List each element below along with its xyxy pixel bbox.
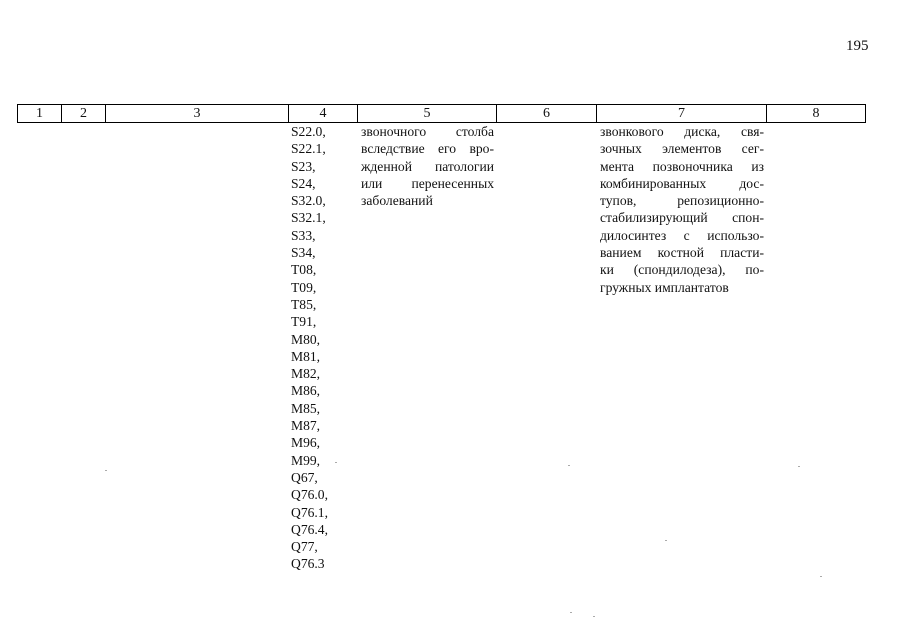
diagnosis-code: S22.1, bbox=[291, 141, 326, 157]
diagnosis-code: M80, bbox=[291, 331, 321, 347]
description-line: жденной патологии bbox=[361, 158, 494, 174]
scan-speck bbox=[335, 462, 337, 463]
scan-speck bbox=[570, 612, 572, 613]
diagnosis-description-column bbox=[361, 123, 494, 209]
description-line: звоночного столба bbox=[361, 124, 494, 139]
scan-speck bbox=[820, 576, 822, 577]
diagnosis-code: Q77, bbox=[291, 539, 318, 555]
method-line: комбинированных дос- bbox=[600, 175, 764, 191]
scan-speck bbox=[105, 470, 107, 471]
diagnosis-code: S24, bbox=[291, 175, 316, 191]
column-header-6: 6 bbox=[543, 106, 550, 121]
diagnosis-code: S32.0, bbox=[291, 193, 326, 209]
diagnosis-code: T91, bbox=[291, 314, 317, 330]
column-header-3: 3 bbox=[193, 106, 201, 121]
column-header-1: 1 bbox=[36, 106, 43, 121]
diagnosis-code: M96, bbox=[291, 435, 321, 451]
diagnosis-code: M82, bbox=[291, 366, 321, 382]
scan-speck bbox=[665, 540, 667, 541]
column-header-5: 5 bbox=[423, 106, 431, 121]
method-line: стабилизирующий спон- bbox=[600, 210, 764, 226]
diagnosis-code: T85, bbox=[291, 296, 317, 312]
diagnosis-code: Q76.0, bbox=[291, 487, 329, 503]
diagnosis-code: M87, bbox=[291, 418, 321, 434]
diagnosis-code: Q76.1, bbox=[291, 504, 329, 520]
diagnosis-code: S23, bbox=[291, 158, 316, 174]
diagnosis-code: M85, bbox=[291, 400, 321, 416]
diagnosis-code: Q67, bbox=[291, 469, 318, 485]
diagnosis-code: S34, bbox=[291, 245, 316, 261]
diagnosis-code: M81, bbox=[291, 348, 321, 364]
diagnosis-code: M86, bbox=[291, 383, 321, 399]
column-header-7: 7 bbox=[678, 106, 685, 121]
diagnosis-code: T09, bbox=[291, 279, 317, 295]
column-header-4: 4 bbox=[319, 106, 327, 121]
diagnosis-code: S22.0, bbox=[291, 124, 326, 139]
description-line: заболеваний bbox=[361, 193, 433, 209]
scan-speck bbox=[798, 466, 800, 467]
method-line: гружных имплантатов bbox=[600, 279, 729, 295]
column-header-8: 8 bbox=[812, 106, 820, 121]
scan-speck bbox=[568, 465, 570, 466]
treatment-method-column bbox=[600, 123, 764, 296]
method-line: звонкового диска, свя- bbox=[600, 124, 764, 139]
method-line: зочных элементов сег- bbox=[600, 141, 764, 157]
scan-speck bbox=[593, 616, 595, 617]
method-line: дилосинтез с использо- bbox=[600, 227, 764, 243]
description-line: или перенесенных bbox=[361, 175, 494, 191]
method-line: тупов, репозиционно- bbox=[600, 193, 764, 209]
method-line: ванием костной пласти- bbox=[600, 245, 764, 261]
diagnosis-code: T08, bbox=[291, 262, 317, 278]
method-line: ки (спондилодеза), по- bbox=[600, 262, 764, 278]
diagnosis-code: Q76.4, bbox=[291, 521, 329, 537]
diagnosis-code: M99, bbox=[291, 452, 321, 468]
diagnosis-code: S32.1, bbox=[291, 210, 326, 226]
description-line: вследствие его вро- bbox=[361, 141, 494, 157]
diagnosis-codes-column bbox=[291, 123, 328, 573]
method-line: мента позвоночника из bbox=[600, 158, 764, 174]
page-number: 195 bbox=[846, 38, 869, 54]
column-divider-right-edge bbox=[865, 104, 866, 123]
column-header-2: 2 bbox=[80, 106, 87, 121]
diagnosis-code: S33, bbox=[291, 227, 316, 243]
diagnosis-code: Q76.3 bbox=[291, 556, 325, 572]
